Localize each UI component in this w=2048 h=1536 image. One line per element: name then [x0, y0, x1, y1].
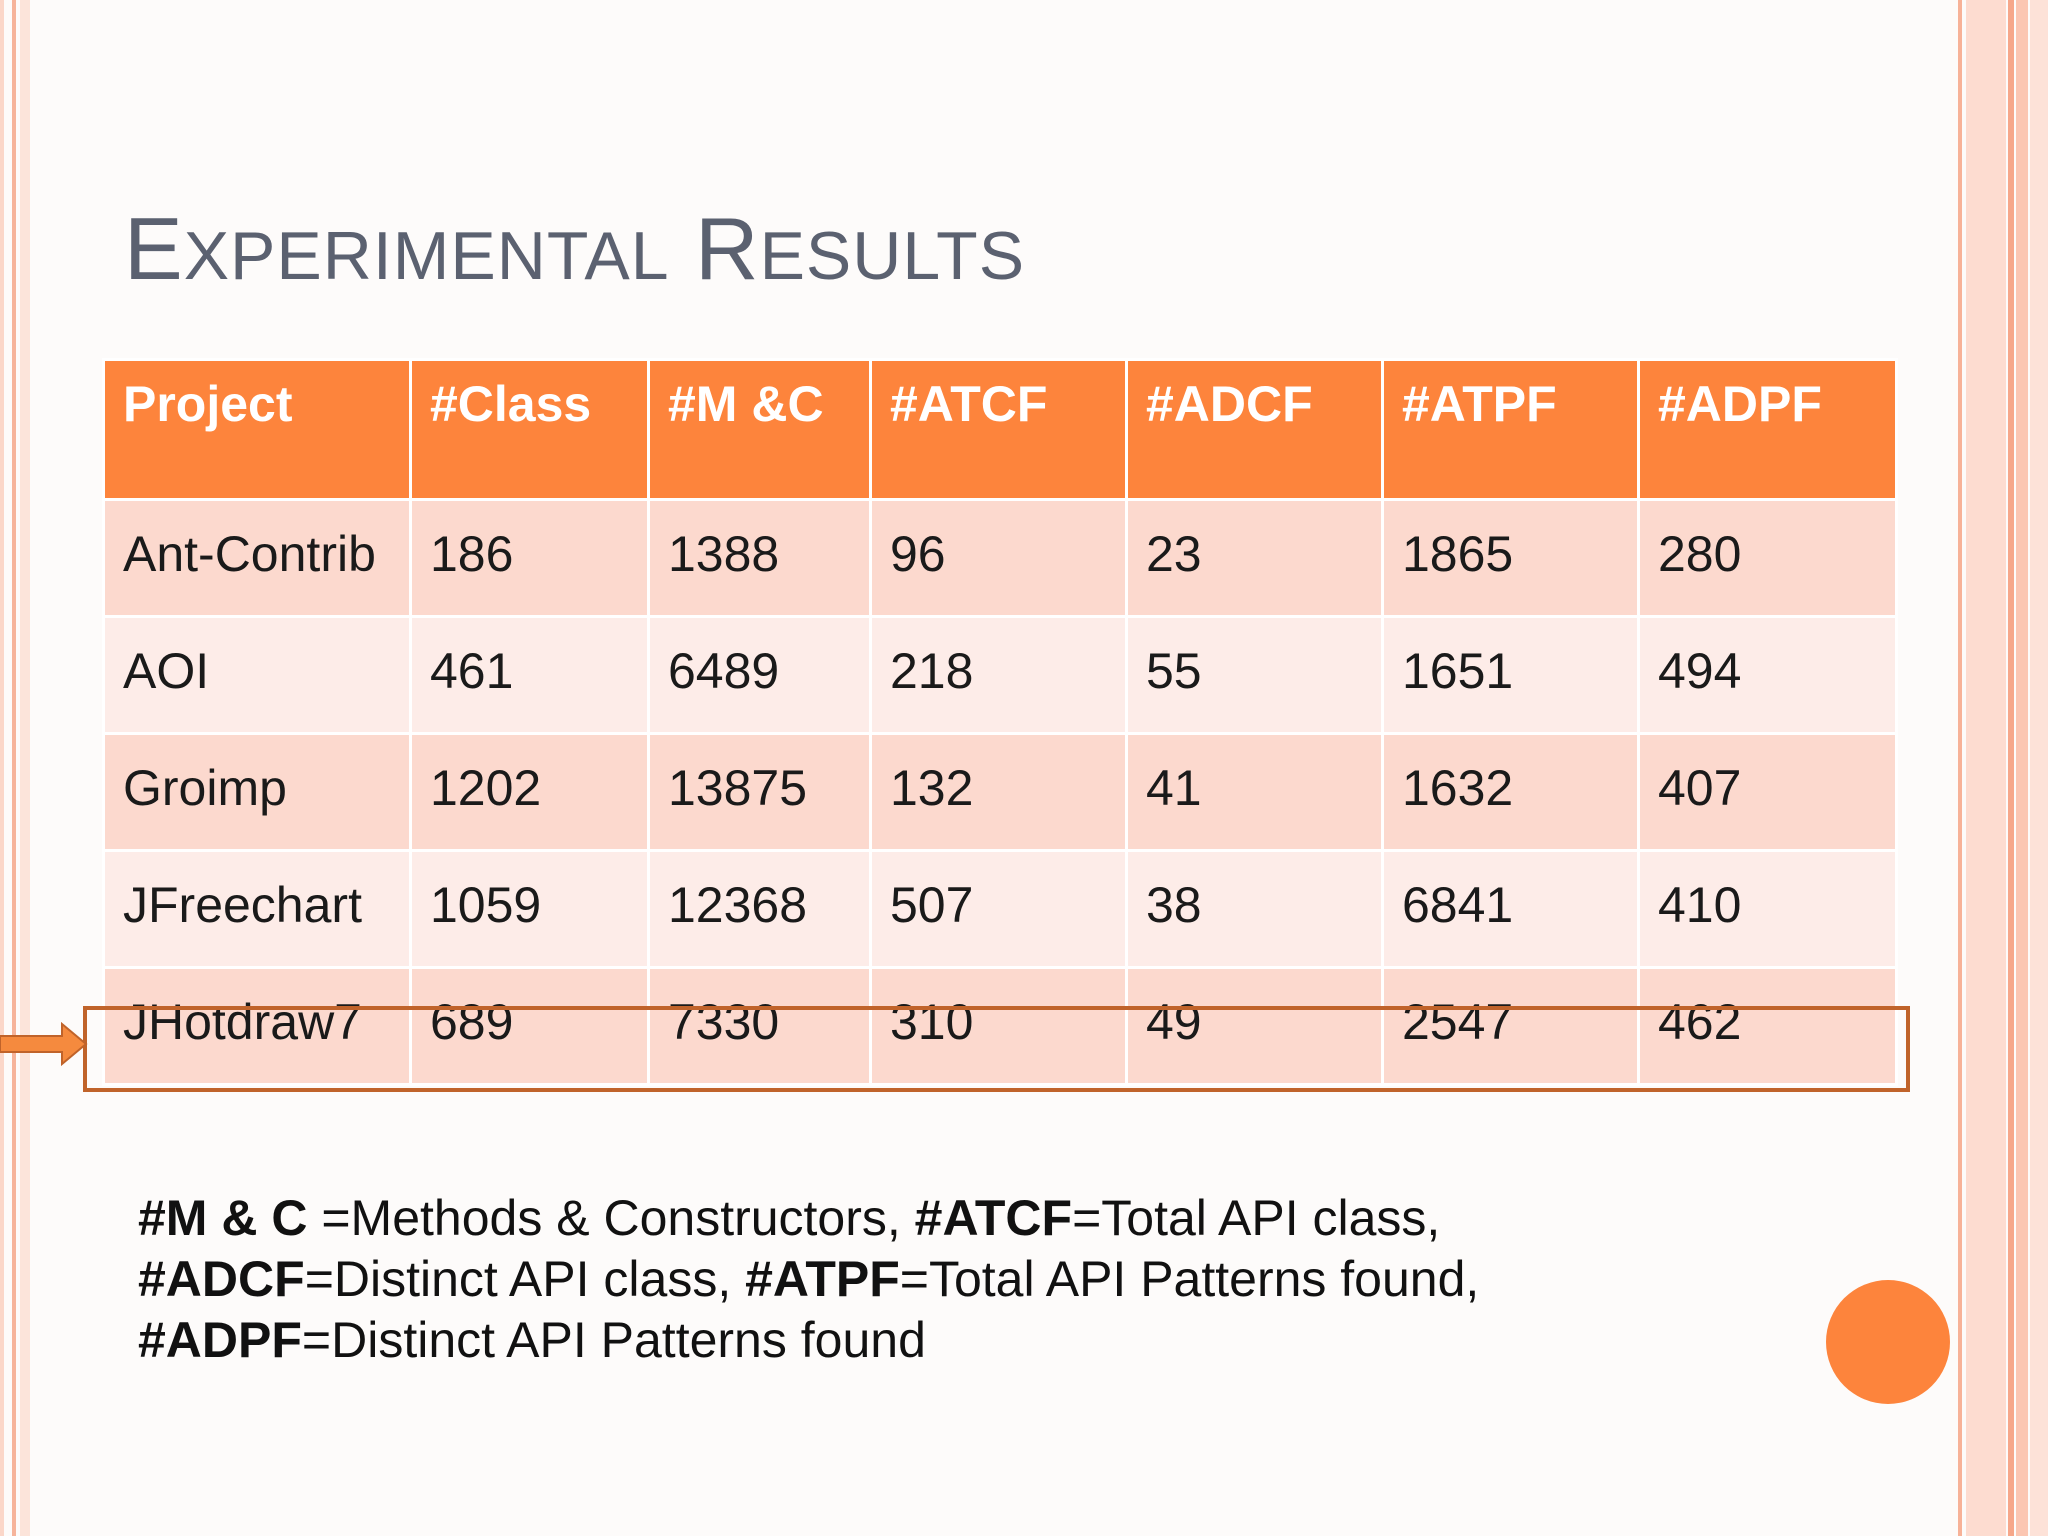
legend-mc-abbr: #M & C	[138, 1190, 308, 1246]
right-border-wide	[1966, 0, 2006, 1536]
header-atcf: #ATCF	[871, 360, 1127, 500]
title-initial-r: R	[695, 199, 760, 298]
table-cell: 41	[1127, 734, 1383, 851]
table-cell: 1865	[1383, 500, 1639, 617]
table-cell: 186	[411, 500, 649, 617]
header-project: Project	[104, 360, 411, 500]
table-row	[104, 734, 1897, 851]
table-cell: 461	[411, 617, 649, 734]
header-methods-constructors: #M &C	[649, 360, 871, 500]
right-border-thin	[1958, 0, 1962, 1536]
table-cell: 689	[411, 968, 649, 1085]
legend-mc-def: =Methods & Constructors,	[307, 1190, 915, 1246]
table-header-row	[104, 360, 1897, 500]
legend-adcf-def: =Distinct API class,	[304, 1251, 746, 1307]
header-adpf: #ADPF	[1639, 360, 1897, 500]
table-cell: 310	[871, 968, 1127, 1085]
table-cell: 1059	[411, 851, 649, 968]
arrow-right-icon	[0, 1022, 88, 1066]
table-cell: 1388	[649, 500, 871, 617]
legend-atpf-abbr: #ATPF	[745, 1251, 900, 1307]
table-cell: 1651	[1383, 617, 1639, 734]
header-adcf: #ADCF	[1127, 360, 1383, 500]
table-cell: JHotdraw7	[104, 968, 411, 1085]
table-cell: 280	[1639, 500, 1897, 617]
legend-atpf-def: =Total API Patterns found,	[899, 1251, 1480, 1307]
table-cell: 494	[1639, 617, 1897, 734]
table-cell: 407	[1639, 734, 1897, 851]
table-cell: 55	[1127, 617, 1383, 734]
table-cell: 7330	[649, 968, 871, 1085]
table-cell: 6489	[649, 617, 871, 734]
title-rest-experimental: XPERIMENTAL	[183, 218, 670, 294]
legend-adpf-def: =Distinct API Patterns found	[301, 1312, 926, 1368]
table-cell: 462	[1639, 968, 1897, 1085]
table-row	[104, 617, 1897, 734]
right-border-edge	[2030, 0, 2048, 1536]
table-cell: Groimp	[104, 734, 411, 851]
legend-adpf-abbr: #ADPF	[138, 1312, 302, 1368]
right-border-outer	[2016, 0, 2028, 1536]
decorative-circle	[1826, 1280, 1950, 1404]
left-border-line	[12, 0, 16, 1536]
table-cell: JFreechart	[104, 851, 411, 968]
right-border-line	[2008, 0, 2014, 1536]
title-space	[670, 199, 695, 298]
table-cell: Ant-Contrib	[104, 500, 411, 617]
legend-atcf-def: =Total API class,	[1072, 1190, 1441, 1246]
header-class: #Class	[411, 360, 649, 500]
row-highlight-box	[83, 1006, 1910, 1092]
table-cell: 1202	[411, 734, 649, 851]
left-border-inner	[20, 0, 30, 1536]
table-cell: 410	[1639, 851, 1897, 968]
table-cell: 507	[871, 851, 1127, 968]
legend-atcf-abbr: #ATCF	[914, 1190, 1073, 1246]
title-initial-e: E	[124, 199, 184, 298]
abbreviation-legend	[138, 1188, 1638, 1371]
table-cell: 23	[1127, 500, 1383, 617]
results-table	[102, 358, 1898, 1086]
table-cell: 1632	[1383, 734, 1639, 851]
table-cell: AOI	[104, 617, 411, 734]
table-cell: 96	[871, 500, 1127, 617]
slide-title	[124, 199, 1026, 298]
table-cell: 12368	[649, 851, 871, 968]
table-cell: 6841	[1383, 851, 1639, 968]
table-cell: 38	[1127, 851, 1383, 968]
table-row	[104, 851, 1897, 968]
table-cell: 218	[871, 617, 1127, 734]
legend-adcf-abbr: #ADCF	[138, 1251, 305, 1307]
title-rest-results: ESULTS	[759, 218, 1026, 294]
left-border-outer	[0, 0, 4, 1536]
table-cell: 2547	[1383, 968, 1639, 1085]
table-row	[104, 500, 1897, 617]
header-atpf: #ATPF	[1383, 360, 1639, 500]
table-cell: 49	[1127, 968, 1383, 1085]
table-cell: 13875	[649, 734, 871, 851]
table-cell: 132	[871, 734, 1127, 851]
